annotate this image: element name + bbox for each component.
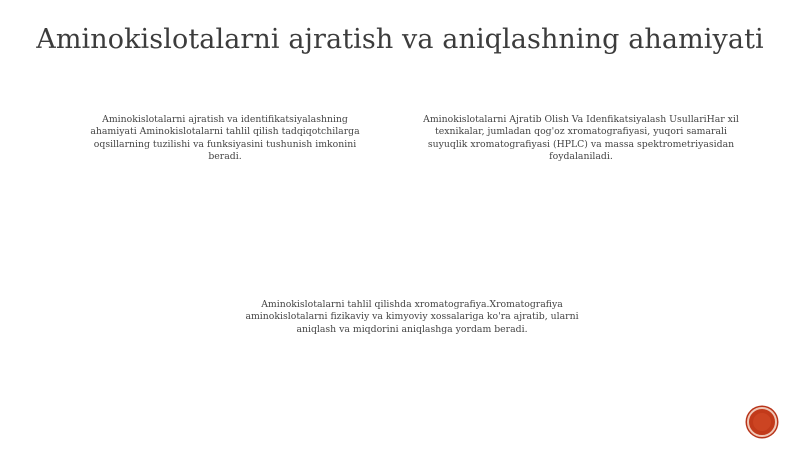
circle-nav-icon[interactable] (747, 407, 777, 437)
circle-nav-inner (753, 413, 771, 431)
text-block-right: Aminokislotalarni Ajratib Olish Va Idenfikatsiyalash UsullariHar xil texnikalar, jumladan qog'oz xromatografiyasi, yuqori samarali suyuqlik xromatografiyasi (HPLC) va massa spektrometriyasidan foydalaniladi. (423, 114, 739, 163)
text-block-bottom: Aminokislotalarni tahlil qilishda xromatografiya.Xromatografiya aminokislotalarni fizikaviy va kimyoviy xossalariga ko'ra ajratib, ularni aniqlash va miqdorini aniqlashga yordam beradi. (245, 299, 579, 335)
slide-title: Aminokislotalarni ajratish va aniqlashning ahamiyati (36, 24, 764, 55)
text-block-left: Aminokislotalarni ajratish va identifikatsiyalashning ahamiyati Aminokislotalarni tahlil qilish tadqiqotchilarga oqsillarning tuzilishi va funksiyasini tushunish imkonini beradi. (90, 114, 360, 163)
